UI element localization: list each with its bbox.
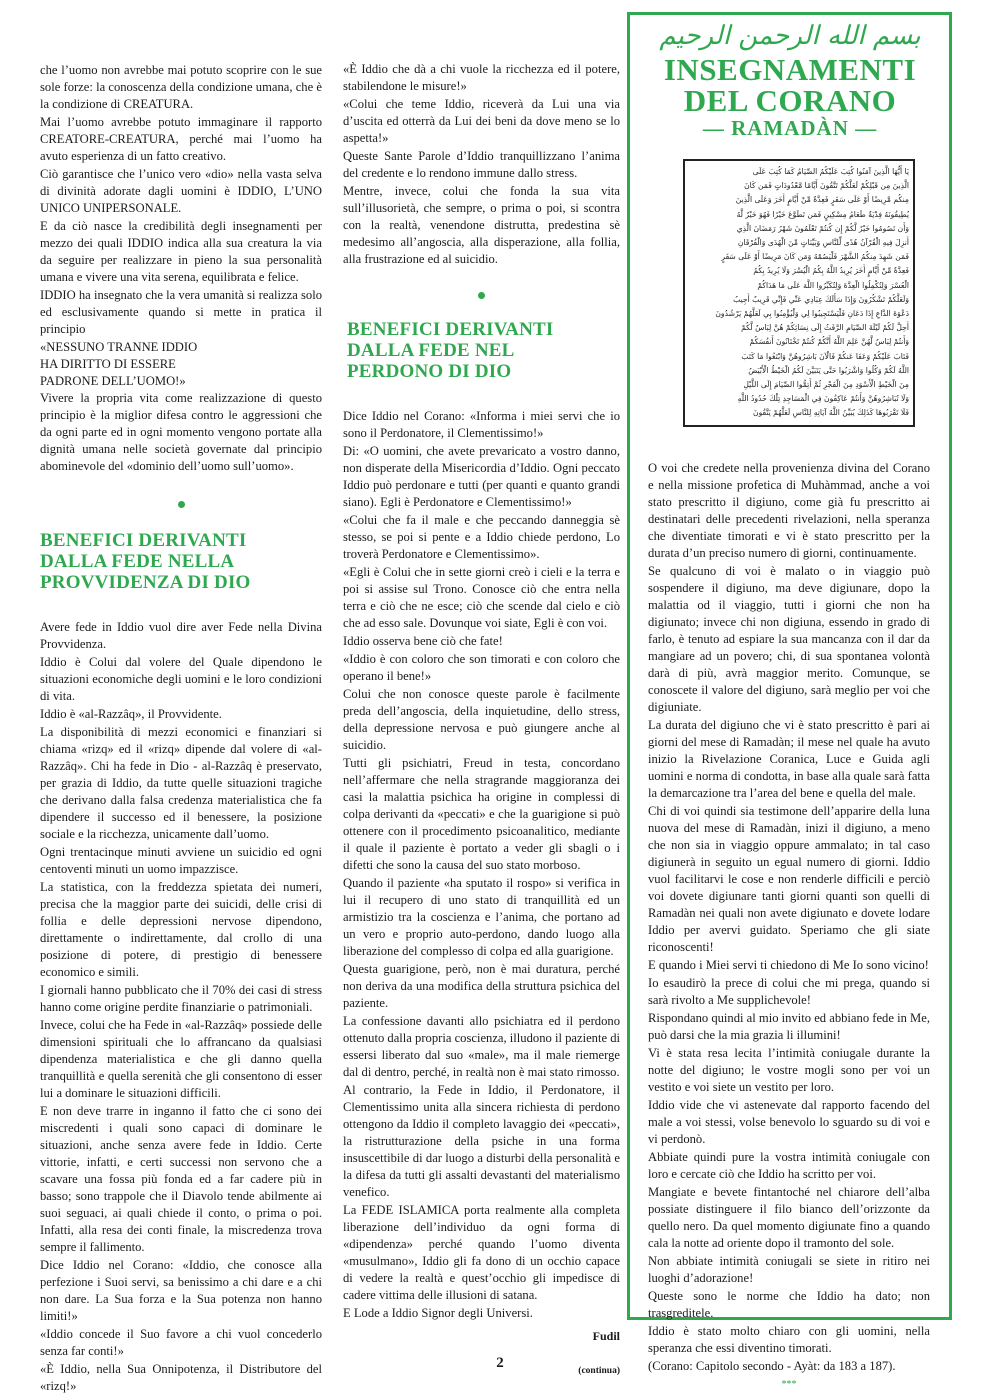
section-heading: BENEFICI DERIVANTI DALLA FEDE NEL PERDONO DI DIO <box>347 319 554 382</box>
quran-line: الَّذِينَ مِن قَبْلِكُمْ لَعَلَّكُمْ تَتَّقُونَ أَيَّامًا مَّعْدُودَاتٍ فَمَن كَانَ <box>744 181 909 191</box>
quran-line: وَلَعَلَّكُمْ تَشْكُرُونَ وَإِذَا سَأَلَكَ عِبَادِي عَنِّي فَإِنِّي قَرِيبٌ أُجِيبُ <box>733 294 909 304</box>
paragraph: Se qualcuno di voi è malato o in viaggio può sospendere il digiuno, ma deve digiunare, dopo la malattia od il viaggio, tutti i giorni che non ha digiunato; invece chi non digiuna, essendo in grado di farlo, è tenuto ad espiare la sua mancanza con il dar da mangiare ad un povero; chi, di sua spontanea volontà darà di più, avrà maggior merito. Comunque, se conoscete il valore del digiuno, sarà meglio per voi che digiuniate. <box>648 564 930 714</box>
paragraph: Invece, colui che ha Fede in «al-Razzâq» possiede delle dimensioni spirituali che lo affrancano da qualsiasi dipendenza materialistica e che gli danno quella tranquillità e quella serenità che gli consentono di esser lui a dominare le situazioni difficili. <box>40 1018 322 1100</box>
quran-line: مِنكُم مَّرِيضًا أَوْ عَلَى سَفَرٍ فَعِدَّةٌ مِّنْ أَيَّامٍ أُخَرَ وَعَلَى الَّذِينَ <box>735 195 909 205</box>
quran-lines <box>689 165 909 421</box>
paragraph: La confessione davanti allo psichiatra ed il perdono ottenuto dalla propria coscienza, illudono il paziente di essersi liberato dal suo «male», ma il male riemerge dal di dentro, perché, in realtà non è mai stato rimosso. <box>343 1014 620 1079</box>
end-stars: *** <box>781 1379 797 1390</box>
quran-line: يُطِيقُونَهُ فِدْيَةٌ طَعَامُ مِسْكِينٍ فَمَن تَطَوَّعَ خَيْرًا فَهُوَ خَيْرٌ لَّهُ <box>736 209 909 219</box>
quran-line: وَأَنتُمْ لِبَاسٌ لَّهُنَّ عَلِمَ اللَّهُ أَنَّكُمْ كُنتُمْ تَخْتَانُونَ أَنفُسَكُمْ <box>749 337 909 347</box>
paragraph: I giornali hanno pubblicato che il 70% dei casi di stress hanno come origine perdite finanziarie o patrimoniali. <box>40 983 322 1014</box>
source-citation: (Corano: Capitolo secondo - Ayàt: da 183 a 187). <box>648 1359 896 1373</box>
quote-line: PADRONE DELL’UOMO!» <box>40 374 186 388</box>
paragraph: che l’uomo non avrebbe mai potuto scoprire con le sue sole forze: la conoscenza della condizione umana, che è la condizione di CREATURA. <box>40 63 322 111</box>
paragraph: Non abbiate intimità coniugali se siete in ritiro nei luoghi d’adorazione! <box>648 1254 930 1285</box>
quran-line: فَمَن شَهِدَ مِنكُمُ الشَّهْرَ فَلْيَصُمْهُ وَمَن كَانَ مَرِيضًا أَوْ عَلَى سَفَرٍ <box>721 252 909 262</box>
column-2 <box>343 61 620 1380</box>
basmala-calligraphy: بسم الله الرحمن الرحيم <box>659 21 921 51</box>
paragraph: «È Iddio che dà a chi vuole la ricchezza ed il potere, stabilendone le misure!» <box>343 62 620 93</box>
quran-line: مِنَ الْخَيْطِ الْأَسْوَدِ مِنَ الْفَجْرِ ثُمَّ أَتِمُّوا الصِّيَامَ إِلَى اللَّيْلِ <box>743 380 909 390</box>
section-heading: BENEFICI DERIVANTI DALLA FEDE NELLA PROVVIDENZA DI DIO <box>40 530 251 593</box>
paragraph: IDDIO ha insegnato che la vera umanità si realizza solo ed esclusivamente quando si mette in pratica il principio <box>40 288 322 336</box>
paragraph: Iddio osserva bene ciò che fate! <box>343 634 503 648</box>
paragraph: Io esaudirò la prece di colui che mi prega, quando si sarà rivolto a Me supplichevole! <box>648 976 930 1007</box>
section-dot <box>478 292 485 299</box>
paragraph: «È Iddio, nella Sua Onnipotenza, il Distributore del «rizq!» <box>40 1362 322 1393</box>
paragraph: Mai l’uomo avrebbe potuto immaginare il rapporto CREATORE-CREATURA, perché mai l’uomo ha avuto esperienza di un fatto creativo. <box>40 115 322 163</box>
page-subtitle: — RAMADÀN — <box>702 116 878 140</box>
quran-line: اللَّهُ لَكُمْ وَكُلُوا وَاشْرَبُوا حَتَّى يَتَبَيَّنَ لَكُمُ الْخَيْطُ الْأَبْيَضُ <box>748 365 909 375</box>
paragraph: Iddio è stato molto chiaro con gli uomini, nella speranza che essi diventino timorati. <box>648 1324 930 1355</box>
paragraph: E Lode a Iddio Signor degli Universi. <box>343 1306 533 1320</box>
quran-text-box <box>683 159 915 427</box>
quran-line: أُحِلَّ لَكُمْ لَيْلَةَ الصِّيَامِ الرَّفَثُ إِلَى نِسَائِكُمْ هُنَّ لِبَاسٌ لَّكُمْ <box>741 323 909 333</box>
section-dot <box>178 501 185 508</box>
paragraph: Chi di voi quindi sia testimone dell’apparire della luna nuova del mese di Ramadàn, inizi il digiuno, a meno che non sia in viaggio oppure ammalato; in tal caso digiunerà in seguito un egual numero di giorni. Iddio vuol facilitarvi le cose e non renderle difficili e perciò voi dovete digiunare tanti giorni quanti son quelli di Ramadàn nei quali non avete digiunato e dovete lodare Iddio per avervi guidato. Speriamo che gli siate riconoscenti! <box>648 804 930 954</box>
paragraph: «Egli è Colui che in sette giorni creò i cieli e la terra e poi si assise sul Trono. Conosce ciò che entra nella terra e ciò che ne esce; ciò che scende dal cielo e ciò che ad esso sale. Dovunque voi siate, Egli è con voi. <box>343 565 620 630</box>
paragraph: Queste sono le norme che Iddio ha dato; non trasgreditele. <box>648 1289 930 1320</box>
paragraph: Iddio è «al-Razzâq», il Provvidente. <box>40 707 222 721</box>
paragraph: Mangiate e bevete fintantoché nel chiarore dell’alba possiate distinguere il filo bianco dell’orizzonte da quello nero. Da quel momento digiunate fino a quando cala la notte ad oriente dopo il tramonto del sole. <box>648 1185 930 1250</box>
page-title-line1: INSEGNAMENTI <box>663 52 917 87</box>
column-3 <box>648 460 930 1393</box>
page-number: 2 <box>496 1355 504 1371</box>
paragraph: Al contrario, la Fede in Iddio, il Perdonatore, il Clementissimo unita alla sincera richiesta di perdono ottengono da Iddio il completo lavaggio dei «peccati», la ristrutturazione della psiche in una forma insuscettibile di dar luogo a disturbi della personalità e la difesa da tutti gli assalti devastanti del materialismo venefico. <box>343 1083 620 1199</box>
paragraph: Queste Sante Parole d’Iddio tranquillizzano l’anima del credente e lo rendono immune dallo stress. <box>343 149 620 180</box>
page-title-line2: DEL CORANO <box>683 83 897 118</box>
continued-note: (continua) <box>578 1366 620 1376</box>
quote-line: HA DIRITTO DI ESSERE <box>40 357 176 371</box>
paragraph: Questa guarigione, però, non è mai duratura, perché non deriva da una modifica della struttura psichica del paziente. <box>343 962 620 1010</box>
paragraph: E non deve trarre in inganno il fatto che ci sono dei miscredenti i quali sono capaci di dominare le situazioni, anche senza avere fede in Iddio. Certe vittorie, infatti, e certi successi non servono che a scavare una fossa più fonda ed a far cadere più in basso; sono trappole che il Diavolo tende abilmente ai suoi seguaci, ai quali chiede il conto, o prima o poi. Infatti, alla resa dei conti finale, la miscredenza trova sempre il fallimento. <box>40 1104 322 1254</box>
paragraph: La durata del digiuno che vi è stato prescritto è pari ai giorni del mese di Ramadàn; il mese nel quale ha avuto inizio la Rivelazione Coranica, Luce e Guida agli uomini e norma di condotta, in base alla quale sarà fatta la demarcazione tra l’area del bene e quella del male. <box>648 718 930 800</box>
paragraph: Vi è stata resa lecita l’intimità coniugale durante la notte del digiuno; le vostre mogli sono per voi un vestito e voi siete un vestito per loro. <box>648 1046 930 1094</box>
paragraph: «Iddio concede il Suo favore a chi vuol concederlo senza far conti!» <box>40 1327 322 1358</box>
paragraph: Di: «O uomini, che avete prevaricato a vostro danno, non disperate della Misericordia d’Iddio. Ogni peccato Iddio può perdonare e tutti (per quanti e quanto grandi siano). Egli è Perdonatore e Clementissimo!» <box>343 444 620 509</box>
column-1 <box>40 62 322 1396</box>
paragraph: «Iddio è con coloro che son timorati e con coloro che operano il bene!» <box>343 652 620 683</box>
paragraph: Rispondano quindi al mio invito ed abbiano fede in Me, può darsi che la mia grazia li illumini! <box>648 1011 930 1042</box>
paragraph: Tutti gli psichiatri, Freud in testa, concordano nell’affermare che nella stragrande maggioranza dei casi la malattia psichica ha origine in complessi di colpa derivanti da «peccati» e che la guarigione si può ottenere con il procedimento psicoanalitico, mediante il quale il paziente è portato a veder gli sbagli o i difetti che sono la causa del suo stato morboso. <box>343 756 620 872</box>
paragraph: Iddio vide che vi astenevate dal rapporto facendo del male a voi stessi, volse benevolo lo sguardo su di voi e vi perdonò. <box>648 1098 930 1146</box>
paragraph: Colui che non conosce queste parole è facilmente preda dell’angoscia, della inquietudine, dello stress, della depressione nervosa e può giungere anche al suicidio. <box>343 687 620 752</box>
column-header <box>640 18 940 140</box>
quran-line: يَا أَيُّهَا الَّذِينَ آمَنُوا كُتِبَ عَلَيْكُمُ الصِّيَامُ كَمَا كُتِبَ عَلَى <box>752 167 909 176</box>
paragraph: O voi che credete nella provenienza divina del Corano e nella missione profetica di Muhàmmad, anche a voi stato prescritto il digiuno, come già fu prescritto ai destinatari delle precedenti rivelazioni, nella speranza che diventiate timorati e vi è stato prescritto per la durata d’un preciso numero di giorni, continuamente. <box>648 461 930 560</box>
paragraph: Abbiate quindi pure la vostra intimità coniugale con loro e cercate ciò che Iddio ha scritto per voi. <box>648 1150 930 1181</box>
paragraph: Quando il paziente «ha sputato il rospo» si verifica in lui il recupero di uno stato di tranquillità ed un armistizio tra la coscienza e l’anima, che portano ad un vero e proprio auto-perdono, dando luogo alla liberazione del complesso di colpa ed alla guarigione. <box>343 876 620 958</box>
quran-line: أُنزِلَ فِيهِ الْقُرْآنُ هُدًى لِّلنَّاسِ وَبَيِّنَاتٍ مِّنَ الْهُدَى وَالْفُرْقَانِ <box>737 238 909 248</box>
quran-line: الْعُسْرَ وَلِتُكْمِلُوا الْعِدَّةَ وَلِتُكَبِّرُوا اللَّهَ عَلَى مَا هَدَاكُمْ <box>757 280 909 290</box>
paragraph: Avere fede in Iddio vuol dire aver Fede nella Divina Provvidenza. <box>40 620 322 651</box>
author-signature: Fudil <box>592 1329 620 1343</box>
quote-line: «NESSUNO TRANNE IDDIO <box>40 340 198 354</box>
paragraph: Vivere la propria vita come realizzazione di questo principio è la miglior difesa contro le aggressioni che da ogni parte ed in ogni momento vengono portate alla dignità umana nelle società governate dal principio abominevole del «dominio dell’uomo sull’uomo». <box>40 391 322 473</box>
paragraph: La statistica, con la freddezza spietata dei numeri, precisa che la maggior parte dei suicidi, delle crisi di follia e delle depressioni nervose dipendono, direttamente o indirettamente, dal crollo di una posizione di potere, di prestigio di benessere economico e simili. <box>40 880 322 979</box>
paragraph: Mentre, invece, colui che fonda la sua vita sull’illusorietà, che sempre, o prima o poi, si scontra con la realtà, venendone distrutta, predestina sè medesimo all’angoscia, alla disperazione, alla follia, alla frustrazione ed al suicidio. <box>343 184 620 266</box>
paragraph: Ciò garantisce che l’unico vero «dio» nella vasta selva di divinità adorate dagli uomini è IDDIO, L’UNO UNICO UNIPERSONALE. <box>40 167 322 215</box>
paragraph: Dice Iddio nel Corano: «Informa i miei servi che io sono il Perdonatore, il Clementissimo!» <box>343 409 620 440</box>
paragraph: Dice Iddio nel Corano: «Iddio, che conosce alla perfezione i Suoi servi, sa benissimo a chi dare e a chi non dare. La Sua forza e la Sua potenza non hanno limiti!» <box>40 1258 322 1323</box>
paragraph: La FEDE ISLAMICA porta realmente alla completa liberazione dell’individuo da ogni forma di «dipendenza» perché quando l’uomo diventa «musulmano», Iddio gli fa dono di un occhio capace di vedere la realtà e quest’occhio gli impedisce di cadere vittima delle illusioni di satana. <box>343 1203 620 1302</box>
paragraph: E da ciò nasce la credibilità degli insegnamenti per mezzo dei quali IDDIO indica alla sua creatura la via da seguire per realizzare in pieno la sua personalità umana e vivere una vita serena, equilibrata e felice. <box>40 219 322 284</box>
paragraph: Iddio è Colui dal volere del Quale dipendono le situazioni economiche degli uomini e le loro condizioni di vita. <box>40 655 322 703</box>
paragraph: Ogni trentacinque minuti avviene un suicidio ed ogni centoventi minuti un uomo impazzisce. <box>40 845 322 876</box>
paragraph: «Colui che fa il male e che peccando danneggia sè stesso, se poi si pente e a Iddio chiede perdono, Lo troverà Perdonatore e Clementissimo». <box>343 513 620 561</box>
quran-line: فَعِدَّةٌ مِّنْ أَيَّامٍ أُخَرَ يُرِيدُ اللَّهُ بِكُمُ الْيُسْرَ وَلَا يُرِيدُ بِكُمُ <box>753 266 909 276</box>
quran-line: وَأَن تَصُومُوا خَيْرٌ لَّكُمْ إِن كُنتُمْ تَعْلَمُونَ شَهْرُ رَمَضَانَ الَّذِي <box>736 223 909 233</box>
paragraph: «Colui che teme Iddio, riceverà da Lui una via d’uscita ed otterrà da Lui dei beni da dove meno se lo aspetta!» <box>343 97 620 145</box>
quran-line: دَعْوَةَ الدَّاعِ إِذَا دَعَانِ فَلْيَسْتَجِيبُوا لِي وَلْيُؤْمِنُوا بِي لَعَلَّهُمْ يَرْشُدُونَ <box>715 309 909 319</box>
paragraph: La disponibilità di mezzi economici e finanziari si chiama «rizq» ed il «rizq» dipende dal volere di «al-Razzâq». Chi ha fede in Dio - al-Razzâq è preservato, per grazia di Iddio, da tutte quelle situazioni tragiche che derivano dalla falsa credenza materialistica che fa dipendere il successo ed il benessere, la posizione sociale e la ricchezza, unicamente dall’uomo. <box>40 725 322 841</box>
quran-line: فَلَا تَقْرَبُوهَا كَذَلِكَ يُبَيِّنُ اللَّهُ آيَاتِهِ لِلنَّاسِ لَعَلَّهُمْ يَتَّقُونَ <box>753 408 909 418</box>
quran-line: وَلَا تُبَاشِرُوهُنَّ وَأَنتُمْ عَاكِفُونَ فِي الْمَسَاجِدِ تِلْكَ حُدُودُ اللَّهِ <box>737 394 909 404</box>
quran-line: فَتَابَ عَلَيْكُمْ وَعَفَا عَنكُمْ فَالْآنَ بَاشِرُوهُنَّ وَابْتَغُوا مَا كَتَبَ <box>741 351 909 361</box>
paragraph: E quando i Miei servi ti chiedono di Me Io sono vicino! <box>648 958 929 972</box>
